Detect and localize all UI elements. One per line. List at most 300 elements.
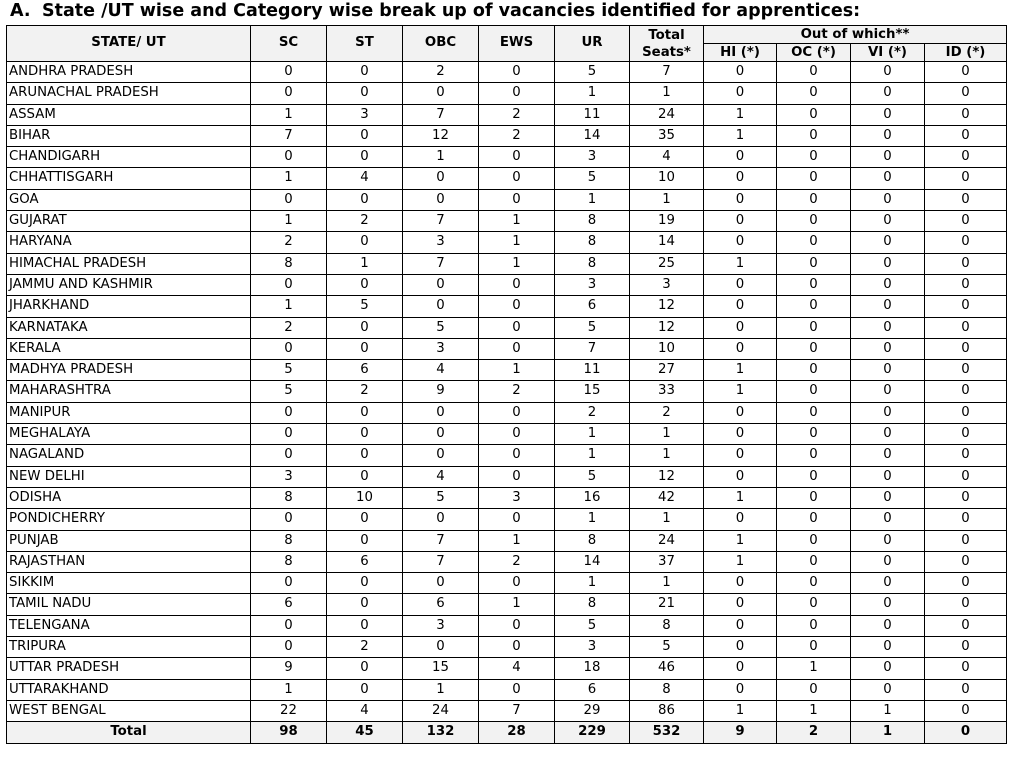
table-row <box>7 679 1007 700</box>
cell-ur: 3 <box>555 147 630 168</box>
table-row <box>7 402 1007 423</box>
cell-st: 0 <box>327 232 403 253</box>
cell-vi: 0 <box>851 232 925 253</box>
table-row <box>7 338 1007 359</box>
cell-id: 0 <box>925 424 1007 445</box>
cell-hi: 0 <box>704 274 777 295</box>
table-row <box>7 658 1007 679</box>
cell-state: HIMACHAL PRADESH <box>7 253 251 274</box>
cell-ews: 0 <box>479 338 555 359</box>
cell-hi: 0 <box>704 168 777 189</box>
cell-vi: 0 <box>851 424 925 445</box>
header-total-line2: Seats* <box>642 44 691 60</box>
cell-obc: 7 <box>403 104 479 125</box>
cell-vi: 1 <box>851 700 925 721</box>
cell-st: 0 <box>327 147 403 168</box>
cell-sc: 5 <box>251 360 327 381</box>
cell-state: ARUNACHAL PRADESH <box>7 83 251 104</box>
cell-hi: 1 <box>704 530 777 551</box>
cell-hi: 0 <box>704 402 777 423</box>
cell-ews: 1 <box>479 360 555 381</box>
cell-id: 0 <box>925 62 1007 83</box>
cell-oc: 0 <box>777 530 851 551</box>
cell-ews: 2 <box>479 104 555 125</box>
cell-ews: 0 <box>479 83 555 104</box>
cell-hi: 0 <box>704 296 777 317</box>
cell-hi: 1 <box>704 253 777 274</box>
table-row <box>7 125 1007 146</box>
cell-ews: 1 <box>479 253 555 274</box>
cell-obc: 5 <box>403 317 479 338</box>
cell-total-seats: 8 <box>630 615 704 636</box>
cell-id: 0 <box>925 104 1007 125</box>
cell-ur: 8 <box>555 253 630 274</box>
cell-total-seats: 10 <box>630 168 704 189</box>
cell-sc: 1 <box>251 679 327 700</box>
cell-state: ODISHA <box>7 487 251 508</box>
cell-vi: 0 <box>851 509 925 530</box>
cell-ur: 14 <box>555 125 630 146</box>
cell-ews: 0 <box>479 679 555 700</box>
cell-vi: 0 <box>851 211 925 232</box>
section-number: A. <box>10 1 31 21</box>
cell-total-seats: 2 <box>630 402 704 423</box>
cell-st: 0 <box>327 530 403 551</box>
total-hi: 9 <box>704 722 777 743</box>
cell-oc: 0 <box>777 147 851 168</box>
cell-hi: 0 <box>704 189 777 210</box>
cell-total-seats: 1 <box>630 424 704 445</box>
cell-total-seats: 19 <box>630 211 704 232</box>
cell-ur: 8 <box>555 211 630 232</box>
cell-vi: 0 <box>851 83 925 104</box>
cell-state: TELENGANA <box>7 615 251 636</box>
cell-ur: 6 <box>555 296 630 317</box>
cell-obc: 1 <box>403 147 479 168</box>
cell-hi: 0 <box>704 83 777 104</box>
cell-id: 0 <box>925 317 1007 338</box>
cell-ur: 29 <box>555 700 630 721</box>
total-ews: 28 <box>479 722 555 743</box>
cell-id: 0 <box>925 338 1007 359</box>
cell-oc: 0 <box>777 232 851 253</box>
vacancy-table <box>6 25 1007 744</box>
cell-total-seats: 12 <box>630 317 704 338</box>
cell-ews: 0 <box>479 615 555 636</box>
cell-ur: 1 <box>555 83 630 104</box>
cell-state: PUNJAB <box>7 530 251 551</box>
cell-ews: 2 <box>479 381 555 402</box>
cell-hi: 0 <box>704 573 777 594</box>
cell-state: GOA <box>7 189 251 210</box>
cell-sc: 8 <box>251 551 327 572</box>
cell-obc: 0 <box>403 296 479 317</box>
cell-sc: 1 <box>251 296 327 317</box>
cell-ews: 0 <box>479 189 555 210</box>
cell-total-seats: 12 <box>630 296 704 317</box>
table-row <box>7 211 1007 232</box>
cell-ur: 14 <box>555 551 630 572</box>
cell-ur: 1 <box>555 445 630 466</box>
table-header <box>7 26 1007 62</box>
cell-st: 0 <box>327 509 403 530</box>
cell-total-seats: 12 <box>630 466 704 487</box>
cell-state: TAMIL NADU <box>7 594 251 615</box>
cell-oc: 0 <box>777 402 851 423</box>
cell-ur: 5 <box>555 466 630 487</box>
cell-st: 4 <box>327 700 403 721</box>
cell-ur: 11 <box>555 104 630 125</box>
cell-oc: 0 <box>777 274 851 295</box>
cell-obc: 1 <box>403 679 479 700</box>
cell-id: 0 <box>925 551 1007 572</box>
cell-hi: 1 <box>704 381 777 402</box>
cell-total-seats: 7 <box>630 62 704 83</box>
cell-total-seats: 86 <box>630 700 704 721</box>
cell-id: 0 <box>925 274 1007 295</box>
section-heading <box>10 1 860 21</box>
cell-state: MAHARASHTRA <box>7 381 251 402</box>
cell-state: MEGHALAYA <box>7 424 251 445</box>
cell-oc: 0 <box>777 253 851 274</box>
cell-oc: 0 <box>777 360 851 381</box>
table-row <box>7 509 1007 530</box>
cell-ur: 6 <box>555 679 630 700</box>
cell-total-seats: 8 <box>630 679 704 700</box>
cell-state: RAJASTHAN <box>7 551 251 572</box>
cell-oc: 0 <box>777 679 851 700</box>
header-id: ID (*) <box>925 44 1007 62</box>
table-row <box>7 360 1007 381</box>
cell-total-seats: 1 <box>630 83 704 104</box>
cell-total-seats: 27 <box>630 360 704 381</box>
cell-obc: 6 <box>403 594 479 615</box>
cell-sc: 0 <box>251 338 327 359</box>
cell-obc: 7 <box>403 530 479 551</box>
cell-sc: 8 <box>251 530 327 551</box>
cell-ews: 0 <box>479 168 555 189</box>
table-row <box>7 487 1007 508</box>
cell-vi: 0 <box>851 317 925 338</box>
cell-sc: 22 <box>251 700 327 721</box>
cell-ur: 15 <box>555 381 630 402</box>
cell-state: MANIPUR <box>7 402 251 423</box>
cell-ews: 3 <box>479 487 555 508</box>
total-state: Total <box>7 722 251 743</box>
cell-id: 0 <box>925 189 1007 210</box>
cell-hi: 1 <box>704 125 777 146</box>
cell-hi: 0 <box>704 211 777 232</box>
cell-obc: 7 <box>403 253 479 274</box>
cell-total-seats: 1 <box>630 445 704 466</box>
cell-hi: 0 <box>704 424 777 445</box>
cell-ews: 0 <box>479 147 555 168</box>
cell-ur: 1 <box>555 573 630 594</box>
table-row <box>7 573 1007 594</box>
cell-sc: 0 <box>251 637 327 658</box>
cell-total-seats: 1 <box>630 509 704 530</box>
table-row <box>7 637 1007 658</box>
cell-state: NEW DELHI <box>7 466 251 487</box>
total-row <box>7 722 1007 743</box>
cell-vi: 0 <box>851 487 925 508</box>
header-total-line1: Total <box>648 27 685 43</box>
cell-vi: 0 <box>851 594 925 615</box>
cell-obc: 7 <box>403 551 479 572</box>
cell-ur: 18 <box>555 658 630 679</box>
cell-sc: 1 <box>251 104 327 125</box>
cell-hi: 0 <box>704 338 777 359</box>
cell-hi: 1 <box>704 551 777 572</box>
table-row <box>7 253 1007 274</box>
cell-hi: 1 <box>704 700 777 721</box>
cell-vi: 0 <box>851 381 925 402</box>
cell-st: 0 <box>327 466 403 487</box>
cell-total-seats: 24 <box>630 104 704 125</box>
cell-obc: 12 <box>403 125 479 146</box>
cell-state: WEST BENGAL <box>7 700 251 721</box>
cell-sc: 7 <box>251 125 327 146</box>
cell-hi: 0 <box>704 147 777 168</box>
cell-id: 0 <box>925 658 1007 679</box>
cell-hi: 0 <box>704 509 777 530</box>
cell-oc: 0 <box>777 168 851 189</box>
cell-total-seats: 42 <box>630 487 704 508</box>
cell-vi: 0 <box>851 104 925 125</box>
cell-hi: 1 <box>704 104 777 125</box>
cell-ur: 3 <box>555 274 630 295</box>
cell-hi: 0 <box>704 637 777 658</box>
cell-oc: 0 <box>777 296 851 317</box>
cell-vi: 0 <box>851 679 925 700</box>
cell-oc: 0 <box>777 338 851 359</box>
cell-oc: 0 <box>777 573 851 594</box>
cell-id: 0 <box>925 445 1007 466</box>
cell-st: 0 <box>327 317 403 338</box>
cell-obc: 4 <box>403 360 479 381</box>
cell-st: 6 <box>327 360 403 381</box>
cell-vi: 0 <box>851 360 925 381</box>
header-ur: UR <box>555 26 630 62</box>
cell-hi: 0 <box>704 317 777 338</box>
table-row <box>7 104 1007 125</box>
cell-oc: 0 <box>777 466 851 487</box>
cell-state: UTTARAKHAND <box>7 679 251 700</box>
cell-sc: 0 <box>251 189 327 210</box>
cell-id: 0 <box>925 168 1007 189</box>
cell-total-seats: 1 <box>630 189 704 210</box>
cell-oc: 0 <box>777 445 851 466</box>
cell-sc: 0 <box>251 402 327 423</box>
cell-oc: 1 <box>777 658 851 679</box>
table-row <box>7 466 1007 487</box>
cell-oc: 1 <box>777 700 851 721</box>
table-row <box>7 615 1007 636</box>
cell-id: 0 <box>925 637 1007 658</box>
cell-st: 4 <box>327 168 403 189</box>
cell-id: 0 <box>925 615 1007 636</box>
section-title: State /UT wise and Category wise break up of vacancies identified for apprentices: <box>42 1 861 21</box>
cell-total-seats: 4 <box>630 147 704 168</box>
cell-total-seats: 21 <box>630 594 704 615</box>
cell-st: 0 <box>327 274 403 295</box>
cell-state: CHANDIGARH <box>7 147 251 168</box>
cell-id: 0 <box>925 381 1007 402</box>
cell-obc: 0 <box>403 509 479 530</box>
cell-st: 0 <box>327 189 403 210</box>
cell-st: 0 <box>327 125 403 146</box>
table-row <box>7 83 1007 104</box>
cell-id: 0 <box>925 487 1007 508</box>
cell-vi: 0 <box>851 466 925 487</box>
cell-ur: 5 <box>555 168 630 189</box>
cell-sc: 8 <box>251 487 327 508</box>
cell-ur: 1 <box>555 189 630 210</box>
cell-state: SIKKIM <box>7 573 251 594</box>
cell-oc: 0 <box>777 211 851 232</box>
cell-state: ASSAM <box>7 104 251 125</box>
cell-st: 6 <box>327 551 403 572</box>
table-row <box>7 424 1007 445</box>
cell-hi: 0 <box>704 615 777 636</box>
cell-vi: 0 <box>851 168 925 189</box>
cell-ews: 1 <box>479 530 555 551</box>
cell-obc: 3 <box>403 232 479 253</box>
table-row <box>7 189 1007 210</box>
header-hi: HI (*) <box>704 44 777 62</box>
total-vi: 1 <box>851 722 925 743</box>
cell-oc: 0 <box>777 317 851 338</box>
table-row <box>7 147 1007 168</box>
total-oc: 2 <box>777 722 851 743</box>
cell-ur: 16 <box>555 487 630 508</box>
table-row <box>7 551 1007 572</box>
cell-oc: 0 <box>777 487 851 508</box>
table-row <box>7 168 1007 189</box>
cell-st: 2 <box>327 381 403 402</box>
cell-obc: 0 <box>403 424 479 445</box>
cell-id: 0 <box>925 466 1007 487</box>
cell-st: 0 <box>327 615 403 636</box>
cell-oc: 0 <box>777 189 851 210</box>
cell-state: GUJARAT <box>7 211 251 232</box>
cell-total-seats: 10 <box>630 338 704 359</box>
cell-vi: 0 <box>851 338 925 359</box>
cell-st: 0 <box>327 594 403 615</box>
table-row <box>7 317 1007 338</box>
cell-obc: 7 <box>403 211 479 232</box>
total-ur: 229 <box>555 722 630 743</box>
cell-ur: 11 <box>555 360 630 381</box>
cell-state: CHHATTISGARH <box>7 168 251 189</box>
cell-ews: 0 <box>479 274 555 295</box>
cell-id: 0 <box>925 360 1007 381</box>
cell-obc: 15 <box>403 658 479 679</box>
cell-state: JHARKHAND <box>7 296 251 317</box>
cell-hi: 0 <box>704 62 777 83</box>
cell-ews: 0 <box>479 637 555 658</box>
cell-st: 0 <box>327 62 403 83</box>
total-id: 0 <box>925 722 1007 743</box>
cell-ur: 8 <box>555 530 630 551</box>
cell-sc: 9 <box>251 658 327 679</box>
cell-st: 0 <box>327 83 403 104</box>
cell-ur: 8 <box>555 232 630 253</box>
cell-vi: 0 <box>851 445 925 466</box>
cell-obc: 3 <box>403 338 479 359</box>
table-row <box>7 445 1007 466</box>
cell-state: PONDICHERRY <box>7 509 251 530</box>
cell-hi: 1 <box>704 487 777 508</box>
cell-sc: 8 <box>251 253 327 274</box>
total-st: 45 <box>327 722 403 743</box>
cell-id: 0 <box>925 509 1007 530</box>
cell-ews: 2 <box>479 551 555 572</box>
cell-sc: 5 <box>251 381 327 402</box>
cell-st: 2 <box>327 211 403 232</box>
cell-state: NAGALAND <box>7 445 251 466</box>
table-row <box>7 296 1007 317</box>
cell-oc: 0 <box>777 125 851 146</box>
cell-ews: 0 <box>479 296 555 317</box>
cell-obc: 9 <box>403 381 479 402</box>
cell-oc: 0 <box>777 615 851 636</box>
cell-total-seats: 33 <box>630 381 704 402</box>
cell-oc: 0 <box>777 62 851 83</box>
cell-vi: 0 <box>851 296 925 317</box>
cell-total-seats: 46 <box>630 658 704 679</box>
header-out-of-which: Out of which** <box>704 26 1007 44</box>
cell-ews: 4 <box>479 658 555 679</box>
cell-sc: 1 <box>251 211 327 232</box>
total-obc: 132 <box>403 722 479 743</box>
cell-total-seats: 14 <box>630 232 704 253</box>
cell-ur: 3 <box>555 637 630 658</box>
cell-ur: 5 <box>555 62 630 83</box>
cell-st: 1 <box>327 253 403 274</box>
cell-st: 0 <box>327 658 403 679</box>
cell-obc: 0 <box>403 445 479 466</box>
header-sc: SC <box>251 26 327 62</box>
cell-ews: 0 <box>479 573 555 594</box>
cell-vi: 0 <box>851 637 925 658</box>
cell-st: 3 <box>327 104 403 125</box>
cell-obc: 0 <box>403 573 479 594</box>
cell-state: KERALA <box>7 338 251 359</box>
cell-state: MADHYA PRADESH <box>7 360 251 381</box>
cell-sc: 0 <box>251 62 327 83</box>
cell-ur: 1 <box>555 509 630 530</box>
cell-oc: 0 <box>777 424 851 445</box>
cell-st: 0 <box>327 338 403 359</box>
cell-st: 10 <box>327 487 403 508</box>
cell-st: 0 <box>327 573 403 594</box>
cell-total-seats: 1 <box>630 573 704 594</box>
cell-total-seats: 35 <box>630 125 704 146</box>
cell-sc: 0 <box>251 424 327 445</box>
cell-oc: 0 <box>777 509 851 530</box>
cell-sc: 3 <box>251 466 327 487</box>
table-row <box>7 700 1007 721</box>
cell-sc: 0 <box>251 83 327 104</box>
table-row <box>7 381 1007 402</box>
cell-state: UTTAR PRADESH <box>7 658 251 679</box>
cell-id: 0 <box>925 296 1007 317</box>
cell-vi: 0 <box>851 530 925 551</box>
cell-hi: 0 <box>704 679 777 700</box>
cell-obc: 24 <box>403 700 479 721</box>
cell-obc: 2 <box>403 62 479 83</box>
